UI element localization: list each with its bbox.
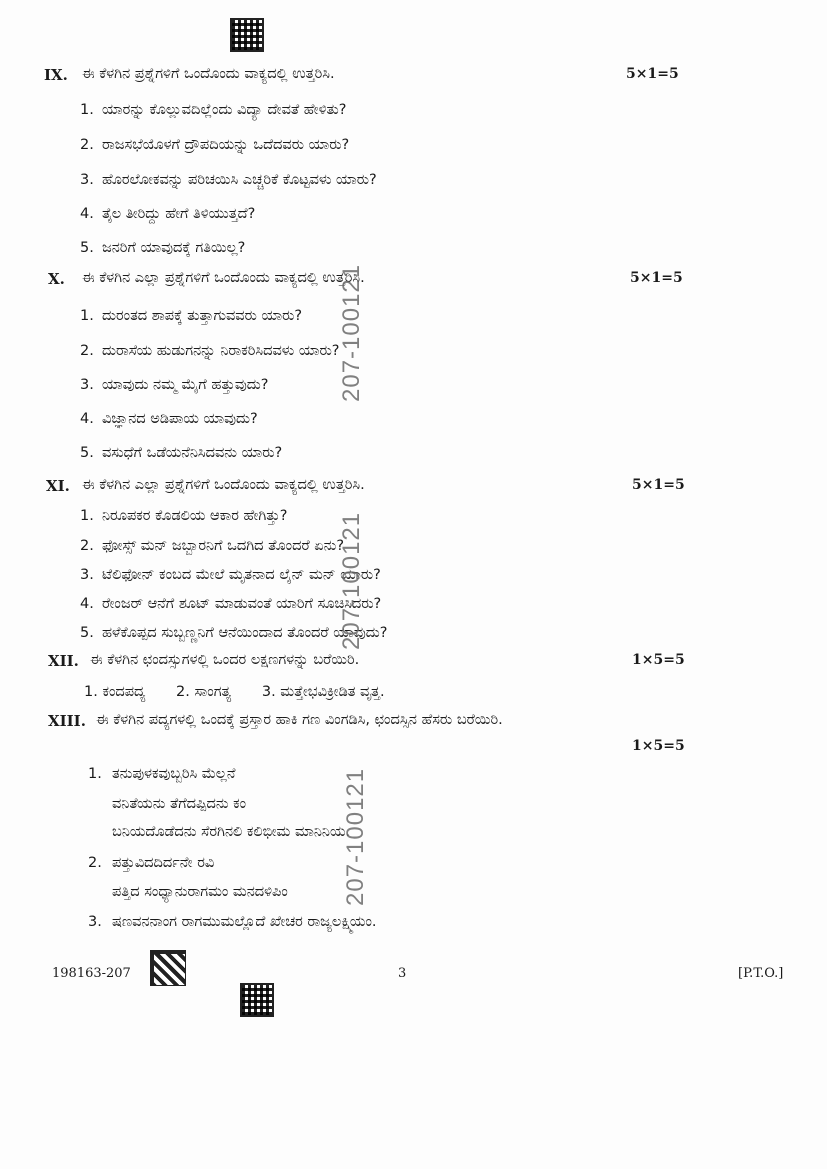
- meter-option: 1. ಕಂದಪದ್ಯ: [84, 684, 146, 700]
- section-number: X.: [48, 270, 65, 288]
- question-item: 3. ಹೊರಲೋಕವನ್ನು ಪರಿಚಯಿಸಿ ಎಚ್ಚರಿಕೆ ಕೊಟ್ಟವಳು ಯಾರು?: [80, 172, 377, 188]
- question-item: 1. ದುರಂತದ ಶಾಪಕ್ಕೆ ತುತ್ತಾಗುವವರು ಯಾರು?: [80, 308, 303, 324]
- section-marks: 5×1=5: [626, 66, 679, 82]
- poem-line: ಷಣವನನಾಂಗ ರಾಗಮುಮಲ್ಲೊದೆ ಖೇಚರ ರಾಜ್ಯಲಕ್ಷ್ಮಿಯಂ.: [112, 914, 377, 930]
- question-item: 1. ಯಾರನ್ನು ಕೊಲ್ಲುವದಿಲ್ಲೆಂದು ವಿದ್ಯಾ ದೇವತೆ ಹೇಳಿತು?: [80, 102, 347, 118]
- poem-number: 2.: [88, 855, 102, 871]
- meter-option: 2. ಸಾಂಗತ್ಯ: [176, 684, 232, 700]
- meter-option: 3. ಮತ್ತೇಭವಿಕ್ರೀಡಿತ ವೃತ್ತ.: [261, 684, 385, 700]
- qr-code-icon: [240, 983, 274, 1017]
- section-title: ಈ ಕೆಳಗಿನ ಪ್ರಶ್ನೆಗಳಿಗೆ ಒಂದೊಂದು ವಾಕ್ಯದಲ್ಲಿ ಉತ್ತರಿಸಿ.: [82, 66, 335, 82]
- question-item: 4. ರೇಂಜರ್ ಆನೆಗೆ ಶೂಟ್ ಮಾಡುವಂತೆ ಯಾರಿಗೆ ಸೂಚಿಸಿದರು?: [80, 596, 382, 612]
- question-item: 2. ಫೋಸ್ಸ್ ಮನ್ ಜಬ್ಬಾರನಿಗೆ ಒದಗಿದ ತೊಂದರೆ ಏನು?: [80, 538, 345, 554]
- section-marks: 1×5=5: [632, 652, 685, 668]
- section-number: XI.: [46, 477, 70, 495]
- section-xi-header: [0, 477, 827, 501]
- datamatrix-icon: [150, 950, 186, 986]
- question-item: 3. ಯಾವುದು ನಮ್ಮ ಮೈಗೆ ಹತ್ತುವುದು?: [80, 377, 269, 393]
- poem-line: ಪತ್ತಿದ ಸಂಧ್ಯಾನುರಾಗಮಂ ಮನದಳಿಪಿಂ: [112, 884, 288, 900]
- section-x-header: [0, 270, 827, 294]
- question-item: 2. ದುರಾಸೆಯ ಹುಡುಗನನ್ನು ನಿರಾಕರಿಸಿದವಳು ಯಾರು?: [80, 343, 340, 359]
- qr-code-icon: [230, 18, 264, 52]
- question-item: 4. ವಿಜ್ಞಾನದ ಅಡಿಪಾಯ ಯಾವುದು?: [80, 411, 258, 427]
- question-item: 5. ಜನರಿಗೆ ಯಾವುದಕ್ಕೆ ಗತಿಯಿಲ್ಲ?: [80, 240, 246, 256]
- section-title: ಈ ಕೆಳಗಿನ ಎಲ್ಲಾ ಪ್ರಶ್ನೆಗಳಿಗೆ ಒಂದೊಂದು ವಾಕ್ಯದಲ್ಲಿ ಉತ್ತರಿಸಿ.: [82, 477, 365, 493]
- poem-line: ವನಿತೆಯನು ತೆಗೆದಪ್ಪಿದನು ಕಂ: [112, 796, 247, 812]
- poem-number: 1.: [88, 766, 102, 782]
- section-title: ಈ ಕೆಳಗಿನ ಛಂದಸ್ಸುಗಳಲ್ಲಿ ಒಂದರ ಲಕ್ಷಣಗಳನ್ನು ಬರೆಯಿರಿ.: [90, 652, 360, 668]
- serial-watermark: 207-100121: [338, 263, 365, 402]
- section-marks: 1×5=5: [632, 738, 685, 754]
- section-ix-header: [0, 66, 827, 90]
- section-title: ಈ ಕೆಳಗಿನ ಎಲ್ಲಾ ಪ್ರಶ್ನೆಗಳಿಗೆ ಒಂದೊಂದು ವಾಕ್ಯದಲ್ಲಿ ಉತ್ತರಿಸಿ.: [82, 270, 365, 286]
- section-title: ಈ ಕೆಳಗಿನ ಪದ್ಯಗಳಲ್ಲಿ ಒಂದಕ್ಕೆ ಪ್ರಸ್ತಾರ ಹಾಕಿ ಗಣ ವಿಂಗಡಿಸಿ, ಛಂದಸ್ಸಿನ ಹೆಸರು ಬರೆಯಿರಿ.: [96, 712, 503, 728]
- question-item: 1. ನಿರೂಪಕರ ಕೊಡಲಿಯ ಆಕಾರ ಹೇಗಿತ್ತು?: [80, 508, 288, 524]
- section-number: IX.: [44, 66, 68, 84]
- poem-number: 3.: [88, 914, 102, 930]
- page-number: 3: [398, 966, 407, 981]
- section-number: XII.: [48, 652, 79, 670]
- question-item: 5. ವಸುಧೆಗೆ ಒಡೆಯನೆನಿಸಿದವನು ಯಾರು?: [80, 445, 283, 461]
- serial-watermark: 207-100121: [342, 767, 369, 906]
- question-item: 2. ರಾಜಸಭೆಯೊಳಗೆ ದ್ರೌಪದಿಯನ್ನು ಒದೆದವರು ಯಾರು?: [80, 137, 350, 153]
- question-item: 4. ತೈಲ ತೀರಿದ್ದು ಹೇಗೆ ತಿಳಿಯುತ್ತದೆ?: [80, 206, 256, 222]
- serial-watermark: 207-100121: [338, 511, 365, 650]
- meter-options: [84, 684, 411, 700]
- section-xii-header: [0, 652, 827, 676]
- section-xiii-header: [0, 712, 827, 736]
- poem-line: ಬನಿಯದೊಡೆದನು ಸೆರಗಿನಲಿ ಕಲಿಭೀಮ ಮಾನಿನಿಯ.: [112, 824, 351, 840]
- section-marks: 5×1=5: [632, 477, 685, 493]
- question-item: 5. ಹಳೆಕೊಪ್ಪದ ಸುಬ್ಬಣ್ಣನಿಗೆ ಆನೆಯಿಂದಾದ ತೊಂದರೆ ಯಾವುದು?: [80, 625, 388, 641]
- pto-label: [P.T.O.]: [738, 966, 784, 981]
- poem-line: ತನುಪುಳಕವುಬ್ಬರಿಸಿ ಮೆಲ್ಲನೆ: [112, 766, 236, 782]
- section-number: XIII.: [48, 712, 86, 730]
- section-marks: 5×1=5: [630, 270, 683, 286]
- paper-code: 198163-207: [52, 966, 131, 981]
- poem-line: ಪತ್ತುವಿದದಿರ್ದನೇ ರವಿ: [112, 855, 215, 871]
- question-item: 3. ಟೆಲಿಫೋನ್ ಕಂಬದ ಮೇಲೆ ಮೃತನಾದ ಲೈನ್ ಮನ್ ಯಾರು?: [80, 567, 381, 583]
